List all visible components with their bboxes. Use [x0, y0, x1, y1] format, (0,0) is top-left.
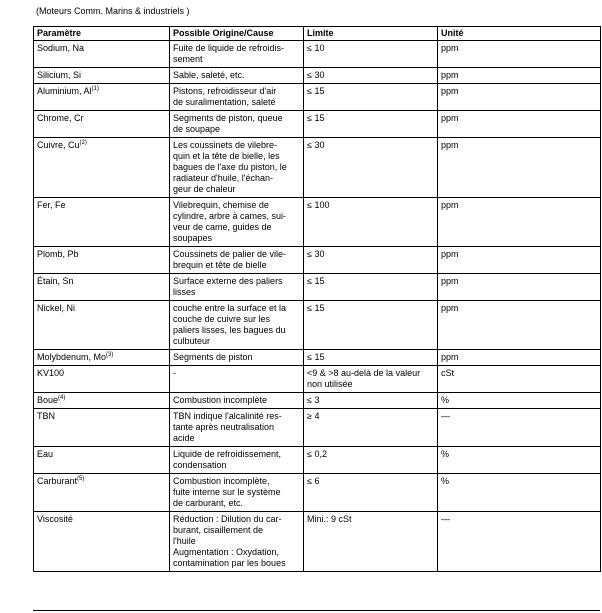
parameter-name: Chrome, Cr: [37, 113, 84, 123]
unit-cell: %: [438, 474, 601, 512]
limit-cell: [304, 512, 438, 572]
parameter-name: TBN: [37, 411, 55, 421]
limit-line: ≤ 30: [307, 140, 325, 150]
parameter-cell: [34, 68, 170, 84]
table-row: [34, 84, 601, 111]
footnote-marker: (5): [77, 476, 85, 482]
parameter-cell: [34, 350, 170, 366]
parameter-name: Nickel, Ni: [37, 303, 76, 313]
cause-line: de suralimentation, saleté: [173, 97, 276, 107]
limit-cell: [304, 350, 438, 366]
parameter-name: Carburant: [37, 476, 78, 486]
limit-line: ≥ 4: [307, 411, 320, 421]
unit-cell: %: [438, 393, 601, 409]
cause-line: geur de chaleur: [173, 184, 236, 194]
parameter-name: Sodium, Na: [37, 43, 85, 53]
cause-cell: [170, 68, 304, 84]
unit-cell: ppm: [438, 301, 601, 350]
cause-line: brequin et tête de bielle: [173, 260, 267, 270]
cause-line: cylindre, arbre à cames, sui-: [173, 211, 287, 221]
limit-cell: [304, 41, 438, 68]
parameter-name: Molybdenum, Mo: [37, 352, 107, 362]
unit-cell: ppm: [438, 41, 601, 68]
cause-line: de soupape: [173, 124, 221, 134]
header-limite: Limite: [304, 27, 438, 41]
parameter-cell: [34, 84, 170, 111]
cause-cell: [170, 366, 304, 393]
cause-line: Segments de piston: [173, 352, 253, 362]
cause-line: Segments de piston, queue: [173, 113, 283, 123]
cause-cell: [170, 512, 304, 572]
limit-line: ≤ 15: [307, 352, 325, 362]
limit-cell: [304, 68, 438, 84]
cause-line: Surface externe des paliers: [173, 276, 283, 286]
cause-cell: [170, 198, 304, 247]
table-row: [34, 409, 601, 447]
cause-line: soupapes: [173, 233, 213, 243]
limit-cell: [304, 111, 438, 138]
table-row: [34, 350, 601, 366]
parameter-name: Boue: [37, 395, 59, 405]
limit-cell: [304, 138, 438, 198]
limit-cell: [304, 198, 438, 247]
cause-line: TBN indique l'alcalinité res-: [173, 411, 282, 421]
unit-cell: %: [438, 447, 601, 474]
parameter-name: Viscosité: [37, 514, 73, 524]
limit-line: ≤ 3: [307, 395, 320, 405]
cause-line: bagues de l'axe du piston, le: [173, 162, 287, 172]
limit-cell: [304, 366, 438, 393]
cause-cell: [170, 393, 304, 409]
cause-line: Augmentation : Oxydation,: [173, 547, 280, 557]
oil-analysis-table: [33, 26, 601, 572]
unit-cell: ppm: [438, 138, 601, 198]
limit-cell: [304, 84, 438, 111]
cause-cell: [170, 84, 304, 111]
cause-line: Pistons, refroidisseur d'air: [173, 86, 277, 96]
cause-line: Combustion incomplète,: [173, 476, 270, 486]
unit-cell: ppm: [438, 198, 601, 247]
unit-cell: ppm: [438, 84, 601, 111]
cause-line: condensation: [173, 460, 227, 470]
unit-cell: ppm: [438, 247, 601, 274]
parameter-name: Étain, Sn: [37, 276, 74, 286]
cause-line: Les coussinets de vilebre-: [173, 140, 278, 150]
table-row: [34, 198, 601, 247]
cause-line: acide: [173, 433, 195, 443]
unit-cell: cSt: [438, 366, 601, 393]
cause-cell: [170, 111, 304, 138]
cause-line: de carburant, etc.: [173, 498, 244, 508]
cause-cell: [170, 138, 304, 198]
parameter-cell: [34, 41, 170, 68]
cause-line: culbuteur: [173, 336, 211, 346]
limit-line: ≤ 6: [307, 476, 320, 486]
cause-line: Coussinets de palier de vile-: [173, 249, 287, 259]
limit-line: ≤ 0,2: [307, 449, 327, 459]
parameter-name: Cuivre, Cu: [37, 140, 80, 150]
cause-line: Combustion incomplète: [173, 395, 268, 405]
table-row: [34, 138, 601, 198]
parameter-cell: [34, 474, 170, 512]
table-row: [34, 274, 601, 301]
unit-cell: —: [438, 409, 601, 447]
unit-cell: ppm: [438, 68, 601, 84]
parameter-cell: [34, 447, 170, 474]
footnote-marker: (3): [106, 352, 114, 358]
cause-line: couche de cuivre sur les: [173, 314, 271, 324]
cause-line: couche entre la surface et la: [173, 303, 287, 313]
parameter-cell: [34, 512, 170, 572]
cause-cell: [170, 474, 304, 512]
cause-line: tante après neutralisation: [173, 422, 275, 432]
parameter-cell: [34, 301, 170, 350]
table-row: [34, 247, 601, 274]
table-row: [34, 447, 601, 474]
unit-cell: —: [438, 512, 601, 572]
cause-line: Sable, saleté, etc.: [173, 70, 245, 80]
limit-line: ≤ 15: [307, 303, 325, 313]
parameter-cell: [34, 409, 170, 447]
cause-line: Vilebrequin, chemise de: [173, 200, 269, 210]
header-unite: Unité: [438, 27, 601, 41]
limit-cell: [304, 393, 438, 409]
footnote-marker: (1): [91, 86, 99, 92]
table-row: [34, 393, 601, 409]
table-row: [34, 366, 601, 393]
table-row: [34, 512, 601, 572]
cause-line: quin et la tête de bielle, les: [173, 151, 280, 161]
cause-cell: [170, 41, 304, 68]
footnote-marker: (2): [79, 140, 87, 146]
limit-line: non utilisée: [307, 379, 353, 389]
parameter-cell: [34, 138, 170, 198]
unit-cell: ppm: [438, 350, 601, 366]
table-row: [34, 474, 601, 512]
limit-cell: [304, 247, 438, 274]
parameter-cell: [34, 274, 170, 301]
table-row: [34, 41, 601, 68]
limit-line: ≤ 15: [307, 86, 325, 96]
table-row: [34, 68, 601, 84]
limit-line: <9 & >8 au-delà de la valeur: [307, 368, 421, 378]
parameter-name: Silicium, Si: [37, 70, 82, 80]
header-origine-cause: Possible Origine/Cause: [170, 27, 304, 41]
limit-line: ≤ 30: [307, 249, 325, 259]
footnote-marker: (4): [58, 395, 66, 401]
cause-cell: [170, 274, 304, 301]
parameter-cell: [34, 366, 170, 393]
parameter-name: Aluminium, Al: [37, 86, 92, 96]
table-caption: (Moteurs Comm. Marins & industriels ): [36, 6, 190, 16]
limit-cell: [304, 274, 438, 301]
parameter-cell: [34, 198, 170, 247]
cause-line: burant, cisaillement de: [173, 525, 264, 535]
table-row: [34, 111, 601, 138]
limit-line: ≤ 30: [307, 70, 325, 80]
parameter-cell: [34, 393, 170, 409]
limit-cell: [304, 409, 438, 447]
cause-line: -: [173, 368, 176, 378]
cause-line: fuite interne sur le système: [173, 487, 281, 497]
cause-line: radiateur d'huile, l'échan-: [173, 173, 273, 183]
cause-line: paliers lisses, les bagues du: [173, 325, 286, 335]
unit-cell: ppm: [438, 274, 601, 301]
parameter-name: Plomb, Pb: [37, 249, 79, 259]
limit-cell: [304, 447, 438, 474]
page-bottom-rule: [33, 610, 600, 611]
unit-cell: ppm: [438, 111, 601, 138]
parameter-name: Eau: [37, 449, 54, 459]
limit-line: ≤ 10: [307, 43, 325, 53]
cause-line: lisses: [173, 287, 196, 297]
cause-cell: [170, 409, 304, 447]
header-parametre: Paramètre: [34, 27, 170, 41]
cause-cell: [170, 350, 304, 366]
limit-line: Mini.: 9 cSt: [307, 514, 352, 524]
cause-line: Fuite de liquide de refroidis-: [173, 43, 285, 53]
limit-line: ≤ 100: [307, 200, 330, 210]
limit-cell: [304, 301, 438, 350]
table-row: [34, 301, 601, 350]
cause-line: sement: [173, 54, 203, 64]
cause-line: Liquide de refroidissement,: [173, 449, 282, 459]
limit-cell: [304, 474, 438, 512]
parameter-name: Fer, Fe: [37, 200, 66, 210]
cause-cell: [170, 301, 304, 350]
cause-cell: [170, 447, 304, 474]
limit-line: ≤ 15: [307, 276, 325, 286]
cause-line: veur de came, guides de: [173, 222, 272, 232]
table-header-row: [34, 27, 601, 41]
parameter-cell: [34, 111, 170, 138]
cause-line: Réduction : Dilution du car-: [173, 514, 282, 524]
parameter-name: KV100: [37, 368, 65, 378]
limit-line: ≤ 15: [307, 113, 325, 123]
cause-line: contamination par les boues: [173, 558, 286, 568]
cause-cell: [170, 247, 304, 274]
parameter-cell: [34, 247, 170, 274]
cause-line: l'huile: [173, 536, 196, 546]
